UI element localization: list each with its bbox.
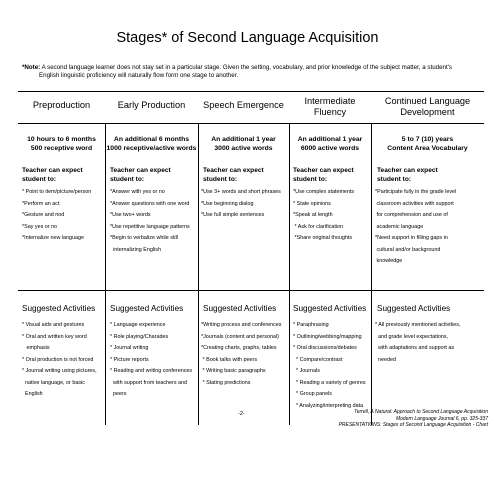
stage-timeframe — [371, 135, 484, 153]
list-item: *Journals (content and personal) — [201, 333, 279, 340]
activities-list — [293, 320, 371, 412]
list-item: * Language experience — [110, 322, 166, 328]
teacher-expect-heading: Teacher can expect student to: — [203, 167, 264, 183]
stage-header: Continued Language Development — [384, 96, 471, 117]
list-item: * Reading and writing conferences — [110, 368, 193, 374]
suggested-activities-heading: Suggested Activities — [293, 304, 367, 313]
list-item: with adaptations and support as — [375, 345, 455, 351]
list-item: native language, or basic — [22, 379, 85, 386]
list-item: * Group panels — [293, 391, 332, 397]
vocab-line: 3000 active words — [214, 145, 273, 152]
citation-line: Modern Language Journal 6, pp. 325-337 — [395, 415, 488, 422]
list-item: * Outlining/webbing/mapping — [293, 333, 362, 340]
list-item: *Use 3+ words and short phrases — [201, 189, 281, 195]
list-item: * Reading a variety of genres — [293, 379, 366, 386]
list-item: * Analyzing/interpreting data — [293, 402, 364, 409]
list-item: * Ask for clarification — [293, 223, 344, 230]
activities-list — [110, 320, 198, 401]
stage-timeframe — [105, 135, 198, 153]
list-item: *Answer questions with one word — [110, 200, 190, 207]
list-item: *Speak at length — [293, 212, 333, 218]
activities-list — [201, 320, 289, 389]
list-item: *Use two+ words — [110, 212, 151, 218]
list-item: knowledge — [375, 258, 403, 264]
list-item: internalizing English — [110, 246, 161, 253]
list-item: *Writing process and conferences — [201, 322, 282, 328]
list-item: * Oral and written key word — [22, 333, 87, 340]
list-item: *Use full simple sentences — [201, 212, 265, 218]
list-item: * Point to item/picture/person — [22, 189, 92, 195]
list-item: *Begin to verbalize while still — [110, 235, 179, 241]
page-title: Stages* of Second Language Acquisition — [116, 30, 379, 46]
stage-header: Early Production — [117, 100, 186, 110]
list-item: *Internalize new language — [22, 235, 85, 241]
timeframe-line: An additional 6 months — [113, 136, 190, 143]
list-item: *Use beginning dialog — [201, 200, 254, 207]
list-item: academic language — [375, 223, 424, 230]
list-item: *Share original thoughts — [293, 235, 353, 241]
list-item: * Journal writing using pictures, — [22, 368, 97, 374]
list-item: classroom activities with support — [375, 200, 454, 207]
stage-header: Intermediate Fluency — [304, 96, 356, 117]
list-item: * Oral production is not forced — [22, 356, 94, 363]
list-item: * Paraphrasing — [293, 322, 329, 328]
vocab-line: 500 receptive word — [30, 145, 93, 152]
citation-line: PRESENTATIONS: Stages of Second Language Acquisition - Chart — [338, 422, 488, 428]
list-item: * Compare/contrast — [293, 356, 343, 363]
list-item: * Oral discussions/debates — [293, 345, 357, 351]
citation — [318, 409, 488, 429]
rule-top — [18, 91, 484, 92]
list-item: * Book talks with peers — [201, 356, 258, 363]
stage-header: Preproduction — [32, 100, 91, 110]
stage-timeframe — [289, 135, 371, 153]
timeframe-line: An additional 1 year — [297, 136, 363, 143]
timeframe-line: 5 to 7 (10) years — [401, 136, 454, 143]
column-divider — [371, 123, 372, 425]
activities-list — [375, 320, 485, 366]
teacher-expect-heading: Teacher can expect student to: — [110, 167, 171, 183]
list-item: *Use repetitive language patterns — [110, 223, 190, 230]
list-item: * Visual aids and gestures — [22, 322, 85, 328]
list-item: *Say yes or no — [22, 223, 58, 230]
list-item: *Creating charts, graphs, tables — [201, 345, 277, 351]
vocab-line: 6000 active words — [300, 145, 360, 152]
list-item: * State opinions — [293, 200, 331, 207]
list-item: * Journals — [293, 368, 320, 374]
list-item: *Use complex statements — [293, 189, 355, 195]
list-item: * All previously mentioned activities, — [375, 322, 461, 328]
expect-list — [201, 187, 289, 222]
vocab-line: Content Area Vocabulary — [387, 145, 468, 152]
suggested-activities-heading: Suggested Activities — [377, 304, 451, 313]
expect-list — [22, 187, 104, 245]
column-divider — [105, 123, 106, 425]
note-line1: A second language learner does not stay set in a particular stage. Given the setting, vocabulary, and prior knowledge of the subject matter, a student's — [40, 64, 452, 71]
list-item: needed — [375, 356, 396, 363]
expect-list — [375, 187, 485, 268]
list-item: *Answer with yes or no — [110, 189, 165, 195]
column-divider — [198, 123, 199, 425]
suggested-activities-heading: Suggested Activities — [203, 304, 277, 313]
list-item: cultural and/or background — [375, 246, 441, 253]
list-item: * Role playing/Charades — [110, 333, 169, 340]
stage-timeframe — [18, 135, 105, 153]
vocab-line: 1000 receptive/active words — [106, 145, 197, 152]
list-item: * Journal writing — [110, 345, 149, 351]
list-item: for comprehension and use of — [375, 212, 448, 218]
list-item: *Need support in filling gaps in — [375, 235, 448, 241]
list-item: English — [22, 391, 43, 397]
teacher-expect-heading: Teacher can expect student to: — [293, 167, 354, 183]
expect-list — [293, 187, 371, 245]
list-item: * Stating predictions — [201, 379, 251, 386]
suggested-activities-heading: Suggested Activities — [22, 304, 96, 313]
rule-under-stages — [18, 123, 484, 124]
list-item: and grade level expectations, — [375, 333, 449, 340]
list-item: *Perform an act — [22, 200, 60, 207]
expect-list — [110, 187, 198, 256]
column-divider — [289, 123, 290, 425]
rule-mid — [18, 290, 484, 291]
stage-header: Speech Emergence — [203, 100, 284, 110]
timeframe-line: An additional 1 year — [211, 136, 276, 143]
list-item: peers — [110, 391, 127, 397]
list-item: *Gesture and nod — [22, 212, 65, 218]
list-item: * Picture reports — [110, 356, 149, 363]
suggested-activities-heading: Suggested Activities — [110, 304, 184, 313]
list-item: * Writing basic paragraphs — [201, 368, 266, 374]
list-item: *Participate fully in the grade level — [375, 189, 457, 195]
timeframe-line: 10 hours to 6 months — [27, 136, 96, 143]
citation-line: Terrell, A Natural: Approach to Second Language Acquisition — [354, 409, 488, 415]
page-number: -2- — [238, 411, 245, 417]
note-label: *Note: — [22, 64, 41, 71]
list-item: emphasis — [22, 345, 50, 351]
stage-timeframe — [198, 135, 289, 153]
teacher-expect-heading: Teacher can expect student to: — [377, 167, 438, 183]
activities-list — [22, 320, 104, 401]
list-item: with support from teachers and — [110, 379, 188, 386]
teacher-expect-heading: Teacher can expect student to: — [22, 167, 83, 183]
note — [22, 64, 482, 80]
note-line2: English linguistic proficiency will naturally flow form one stage to another. — [39, 72, 239, 79]
